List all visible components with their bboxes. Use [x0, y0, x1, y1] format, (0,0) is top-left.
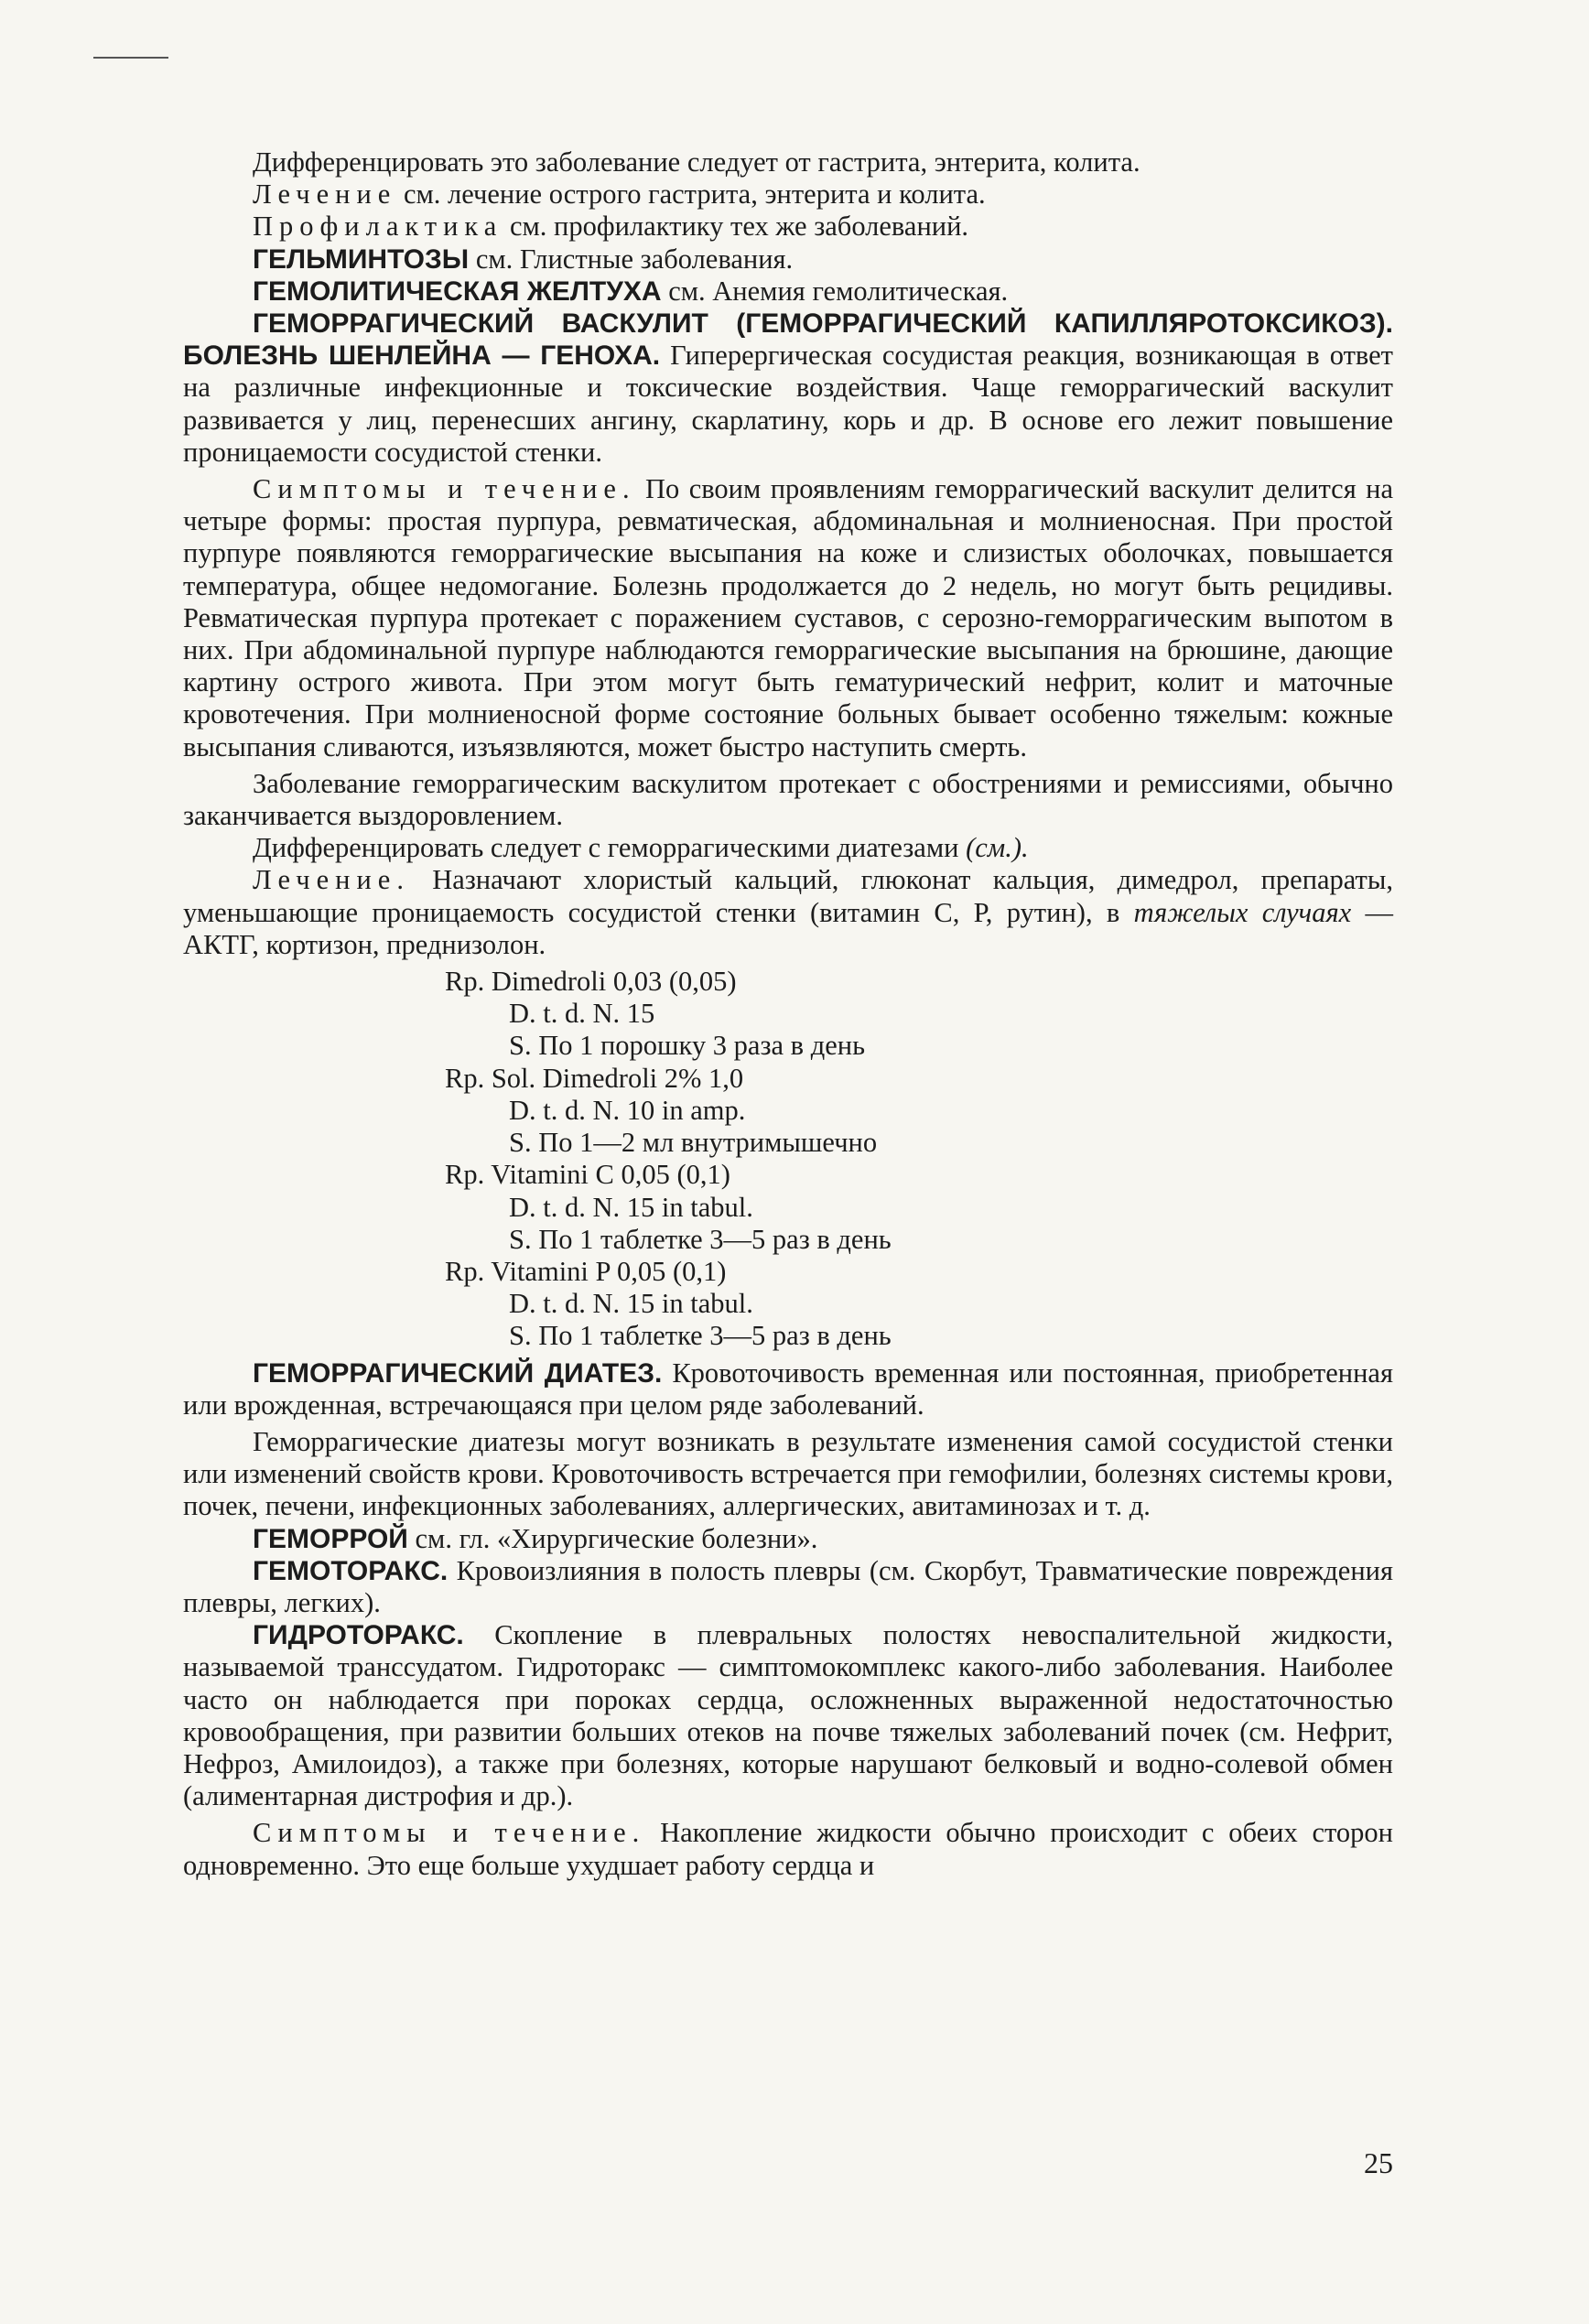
- entry-hemorrhagic-diathesis: ГЕМОРРАГИЧЕСКИЙ ДИАТЕЗ. Кровоточивость временная или постоянная, приобретенная или врожденная, встречающаяся при целом ряде заболеваний.: [183, 1357, 1393, 1421]
- entry-hemolytic-jaundice: ГЕМОЛИТИЧЕСКАЯ ЖЕЛТУХА см. Анемия гемолитическая.: [253, 275, 1009, 307]
- top-rule: [93, 57, 168, 59]
- entry-hemorrhoids: ГЕМОРРОЙ см. гл. «Хирургические болезни».: [253, 1522, 818, 1554]
- entry-helminthoses: ГЕЛЬМИНТОЗЫ см. Глистные заболевания.: [253, 243, 794, 275]
- entry-heading: ГЕМОРРАГИЧЕСКИЙ ДИАТЕЗ.: [253, 1357, 663, 1389]
- cross-reference: (см.).: [966, 832, 1029, 864]
- paragraph-2: Лечение см. лечение острого гастрита, энтерита и колита.: [253, 178, 986, 211]
- paragraph-diathesis-causes: Геморрагические диатезы могут возникать в результате изменения самой сосудистой стенки или изменений свойств крови. Кровоточивость встречается при гемофилии, болезнях системы крови, почек, печени, инфекционных заболеваниях, аллергических, авитаминозах и т. д.: [183, 1425, 1393, 1522]
- entry-hemothorax: ГЕМОТОРАКС. Кровоизлияния в полость плевры (см. Скорбут, Травматические повреждения плевры, легких).: [183, 1554, 1393, 1618]
- paragraph-3: Профилактика см. профилактику тех же заболеваний.: [253, 211, 969, 243]
- term-treatment: Лечение.: [253, 864, 410, 896]
- entry-heading: ГЕМОЛИТИЧЕСКАЯ ЖЕЛТУХА: [253, 276, 662, 307]
- prescription-block: [375, 966, 1393, 1352]
- page-text: [183, 146, 1393, 1882]
- page-number: 25: [1364, 2146, 1393, 2179]
- prescription-2: Rp. Sol. Dimedroli 2% 1,0 D. t. d. N. 10 in amp. S. По 1—2 мл внутримышечно: [445, 1062, 878, 1159]
- entry-hydrothorax: ГИДРОТОРАКС. Скопление в плевральных полостях невоспалительной жидкости, называемой транссудатом. Гидроторакс — симптомокомплекс какого-либо заболевания. Наиболее часто он наблюдается при пороках сердца, осложненных выраженной недостаточностью кровообращения, при развитии больших отеков на почве тяжелых заболеваний почек (см. Нефрит, Нефроз, Амилоидоз), а также при болезнях, которые нарушают белковый и водно-солевой обмен (алиментарная дистрофия и др.).: [183, 1619, 1393, 1812]
- paragraph-treatment: Лечение. Назначают хлористый кальций, глюконат кальция, димедрол, препараты, уменьшающие проницаемость сосудистой стенки (витамин С, Р, рутин), в тяжелых случаях — АКТГ, кортизон, преднизолон.: [183, 864, 1393, 960]
- prescription-4: Rp. Vitamini P 0,05 (0,1) D. t. d. N. 15 in tabul. S. По 1 таблетке 3—5 раз в день: [445, 1255, 892, 1352]
- term-symptoms: Симптомы и течение.: [253, 473, 636, 505]
- term-symptoms: Симптомы и течение.: [253, 1817, 646, 1849]
- term-prevention: Профилактика: [253, 211, 503, 243]
- entry-heading: ГЕМОРРОЙ: [253, 1523, 408, 1554]
- paragraph-hydrothorax-symptoms: Симптомы и течение. Накопление жидкости обычно происходит с обеих сторон одновременно. Это еще больше ухудшает работу сердца и: [183, 1817, 1393, 1881]
- entry-heading: ГЕЛЬМИНТОЗЫ: [253, 243, 470, 275]
- paragraph-differential: Дифференцировать следует с геморрагическими диатезами (см.).: [253, 832, 1029, 864]
- term-treatment: Лечение: [253, 178, 397, 211]
- entry-heading: ГЕМОТОРАКС.: [253, 1555, 449, 1586]
- prescription-1: Rp. Dimedroli 0,03 (0,05) D. t. d. N. 15 S. По 1 порошку 3 раза в день: [445, 966, 865, 1062]
- paragraph-course: Заболевание геморрагическим васкулитом протекает с обострениями и ремиссиями, обычно заканчивается выздоровлением.: [183, 767, 1393, 832]
- paragraph-symptoms: Симптомы и течение. По своим проявлениям геморрагический васкулит делится на четыре формы: простая пурпура, ревматическая, абдоминальная и молниеносная. При простой пурпуре появляются геморрагические высыпания на коже и слизистых оболочках, повышается температура, общее недомогание. Болезнь продолжается до 2 недель, но могут быть рецидивы. Ревматическая пурпура протекает с поражением суставов, с серозно-геморрагическим выпотом в них. При абдоминальной пурпуре наблюдаются геморрагические высыпания на брюшине, дающие картину острого живота. При этом могут быть гематурический нефрит, колит и маточные кровотечения. При молниеносной форме состояние больных бывает особенно тяжелым: кожные высыпания сливаются, изъязвляются, может быстро наступить смерть.: [183, 473, 1393, 762]
- paragraph-1: Дифференцировать это заболевание следует от гастрита, энтерита, колита.: [253, 146, 1140, 178]
- entry-heading: ГИДРОТОРАКС.: [253, 1620, 464, 1651]
- prescription-3: Rp. Vitamini C 0,05 (0,1) D. t. d. N. 15 in tabul. S. По 1 таблетке 3—5 раз в день: [445, 1159, 892, 1255]
- entry-hemorrhagic-vasculitis: ГЕМОРРАГИЧЕСКИЙ ВАСКУЛИТ (ГЕМОРРАГИЧЕСКИЙ КАПИЛЛЯРОТОКСИКОЗ). БОЛЕЗНЬ ШЕНЛЕЙНА — ГЕНОХА. Гиперергическая сосудистая реакция, возникающая в ответ на различные инфекционные и токсические воздействия. Чаще геморрагический васкулит развивается у лиц, перенесших ангину, скарлатину, корь и др. В основе его лежит повышение проницаемости сосудистой стенки.: [183, 308, 1393, 468]
- entry-heading: ГЕМОРРАГИЧЕСКИЙ ВАСКУЛИТ (ГЕМОРРАГИЧЕСКИЙ КАПИЛЛЯРОТОКСИКОЗ). БОЛЕЗНЬ ШЕНЛЕЙНА — ГЕНОХА.: [183, 308, 1393, 372]
